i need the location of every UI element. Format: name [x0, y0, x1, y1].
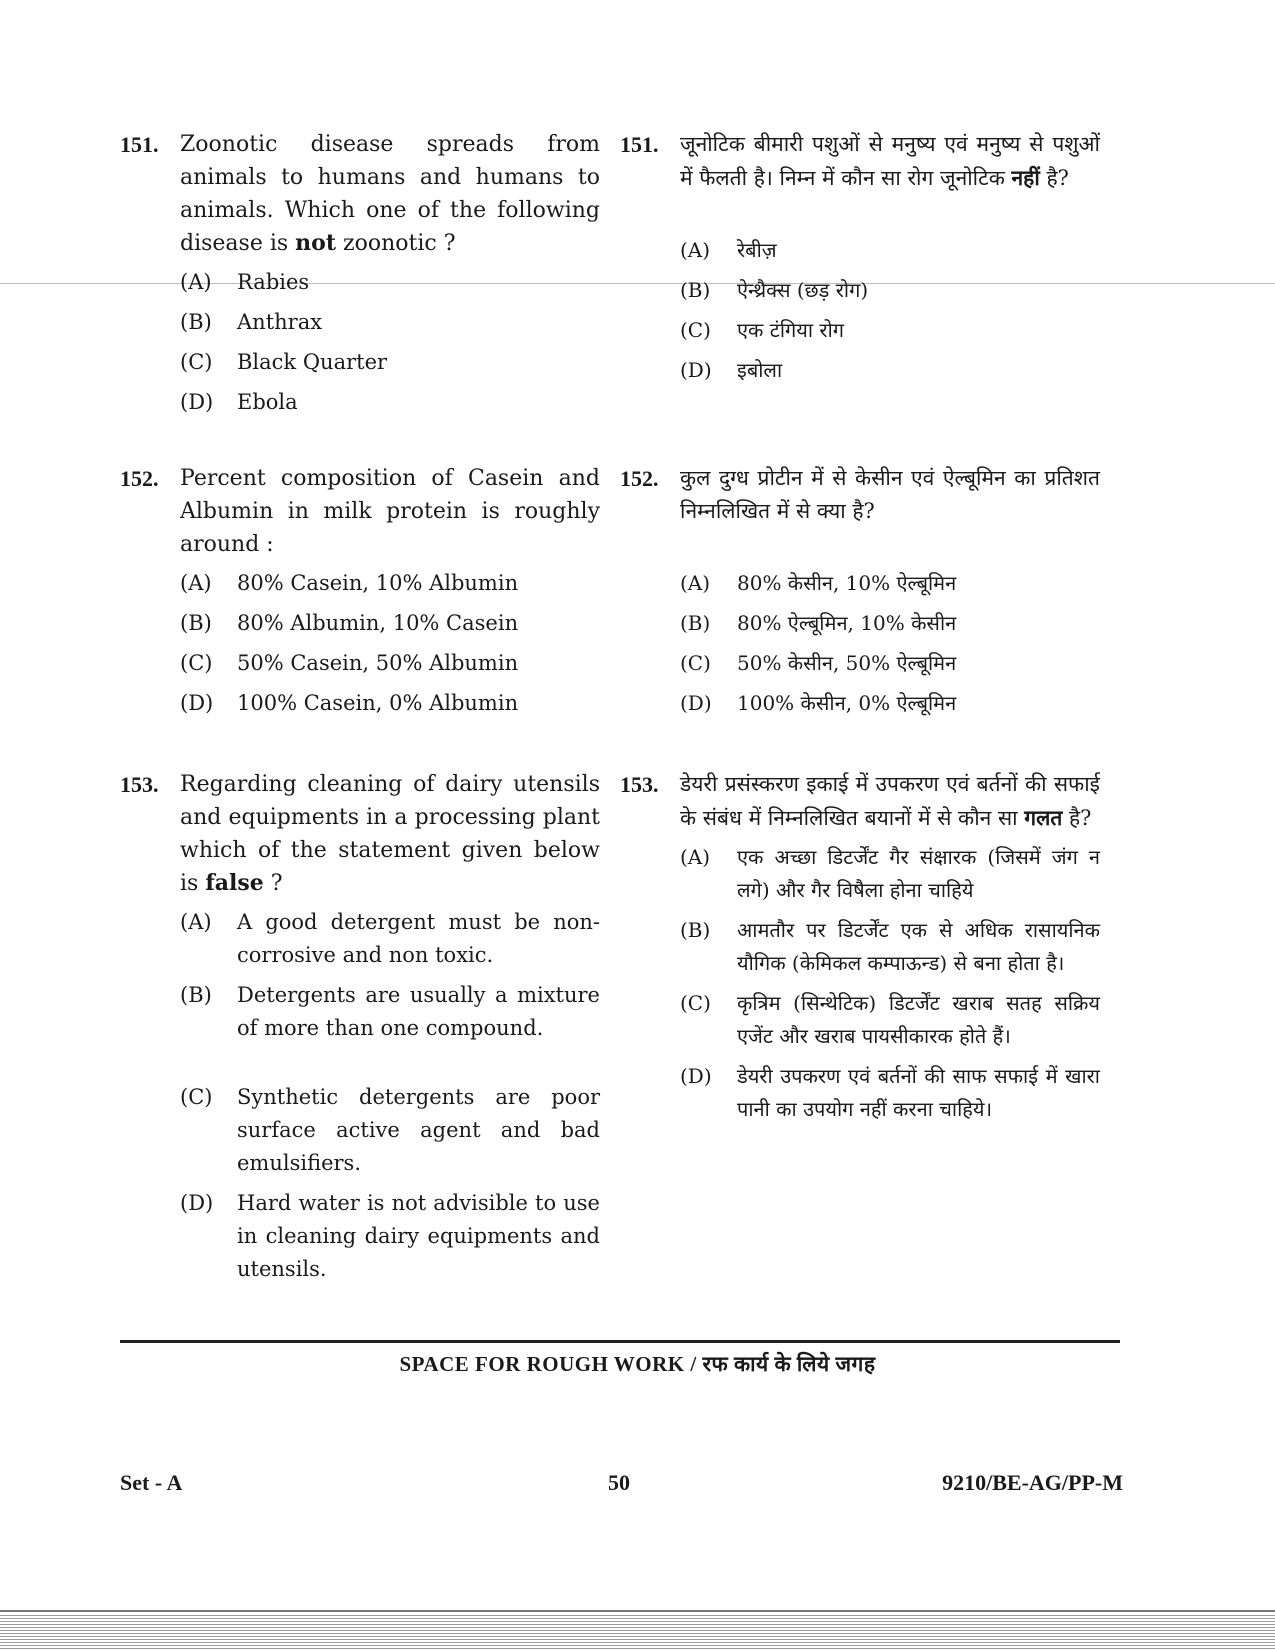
rough-work-caption: SPACE FOR ROUGH WORK / रफ कार्य के लिये जगह — [399, 1352, 876, 1376]
question-151-english — [120, 128, 600, 426]
question-152-en-text: 152. Percent composition of Casein and Albumin in milk protein is roughly around : — [120, 462, 600, 561]
question-152-english — [120, 462, 600, 727]
question-152-hindi — [620, 462, 1100, 727]
question-151-en-number: 151. — [120, 132, 159, 157]
question-152-en-number: 152. — [120, 466, 159, 491]
option-151-hi-c: (C) एक टंगिया रोग — [680, 318, 845, 342]
question-153-hindi — [620, 768, 1100, 1133]
option-152-en-c: (C) 50% Casein, 50% Albumin — [180, 651, 519, 675]
option-152-en-a: (A) 80% Casein, 10% Albumin — [180, 571, 519, 595]
option-152-hi-c: (C) 50% केसीन, 50% ऐल्बूमिन — [680, 651, 957, 675]
question-151-hi-number: 151. — [620, 132, 659, 157]
option-151-en-b: (B) Anthrax — [180, 310, 323, 334]
option-151-en-a: (A) Rabies — [180, 270, 310, 294]
option-153-hi-b: (B) आमतौर पर डिटर्जेंट एक से अधिक रासायनिक यौगिक (केमिकल कम्पाऊन्ड) से बना होता है। — [680, 918, 1100, 975]
option-152-hi-a: (A) 80% केसीन, 10% ऐल्बूमिन — [680, 571, 957, 595]
option-153-en-b: (B) Detergents are usually a mixture of more than one compound. — [180, 983, 600, 1040]
option-153-hi-a: (A) एक अच्छा डिटर्जेंट गैर संक्षारक (जिसमें जंग न लगे) और गैर विषैला होना चाहिये — [680, 845, 1100, 902]
question-151-hindi — [620, 128, 1100, 394]
option-151-en-d: (D) Ebola — [180, 390, 298, 414]
footer-paper-code: 9210/BE-AG/PP-M — [942, 1470, 1123, 1495]
option-151-hi-d: (D) इबोला — [680, 358, 783, 382]
question-151-hi-text: 151. जूनोटिक बीमारी पशुओं से मनुष्य एवं मनुष्य से पशुओं में फैलती है। निम्न में कौन सा रोग जूनोटिक नहीं है? — [620, 128, 1100, 195]
horizontal-rule-bottom — [120, 1340, 1120, 1343]
option-153-hi-c: (C) कृत्रिम (सिन्थेटिक) डिटर्जेंट खराब सतह सक्रिय एजेंट और खराब पायसीकारक होते हैं। — [680, 991, 1100, 1048]
question-153-hi-text: 153. डेयरी प्रसंस्करण इकाई में उपकरण एवं बर्तनों की सफाई के संबंध में निम्नलिखित बयानों में से कौन सा गलत है? — [620, 768, 1100, 835]
question-153-en-text: 153. Regarding cleaning of dairy utensils and equipments in a processing plant which of the statement given below is false ? — [120, 768, 600, 900]
option-153-en-a: (A) A good detergent must be non-corrosive and non toxic. — [180, 910, 600, 967]
option-152-en-b: (B) 80% Albumin, 10% Casein — [180, 611, 519, 635]
option-153-en-c: (C) Synthetic detergents are poor surface active agent and bad emulsifiers. — [180, 1085, 600, 1175]
question-151-en-text: 151. Zoonotic disease spreads from animals to humans and humans to animals. Which one of the following disease is not zoonotic ? — [120, 128, 600, 260]
scan-edge-stripes — [0, 1615, 1275, 1651]
option-151-en-c: (C) Black Quarter — [180, 350, 388, 374]
option-153-en-d: (D) Hard water is not advisible to use in cleaning dairy equipments and utensils. — [180, 1191, 600, 1281]
question-152-hi-number: 152. — [620, 466, 659, 491]
option-152-hi-b: (B) 80% ऐल्बूमिन, 10% केसीन — [680, 611, 957, 635]
question-153-hi-number: 153. — [620, 772, 659, 797]
footer-page-number: 50 — [608, 1470, 630, 1495]
option-153-hi-d: (D) डेयरी उपकरण एवं बर्तनों की साफ सफाई में खारा पानी का उपयोग नहीं करना चाहिये। — [680, 1064, 1100, 1121]
scan-edge-line — [0, 1610, 1275, 1612]
question-153-english — [120, 768, 600, 1293]
option-151-hi-a: (A) रेबीज़ — [680, 238, 777, 262]
question-152-hi-text: 152. कुल दुग्ध प्रोटीन में से केसीन एवं ऐल्बूमिन का प्रतिशत निम्नलिखित में से क्या है? — [620, 462, 1100, 528]
question-153-en-number: 153. — [120, 772, 159, 797]
option-152-en-d: (D) 100% Casein, 0% Albumin — [180, 691, 519, 715]
option-151-hi-b: (B) ऐन्थ्रैक्स (छड़ रोग) — [680, 278, 869, 302]
footer-set: Set - A — [120, 1470, 183, 1495]
option-152-hi-d: (D) 100% केसीन, 0% ऐल्बूमिन — [680, 691, 957, 715]
